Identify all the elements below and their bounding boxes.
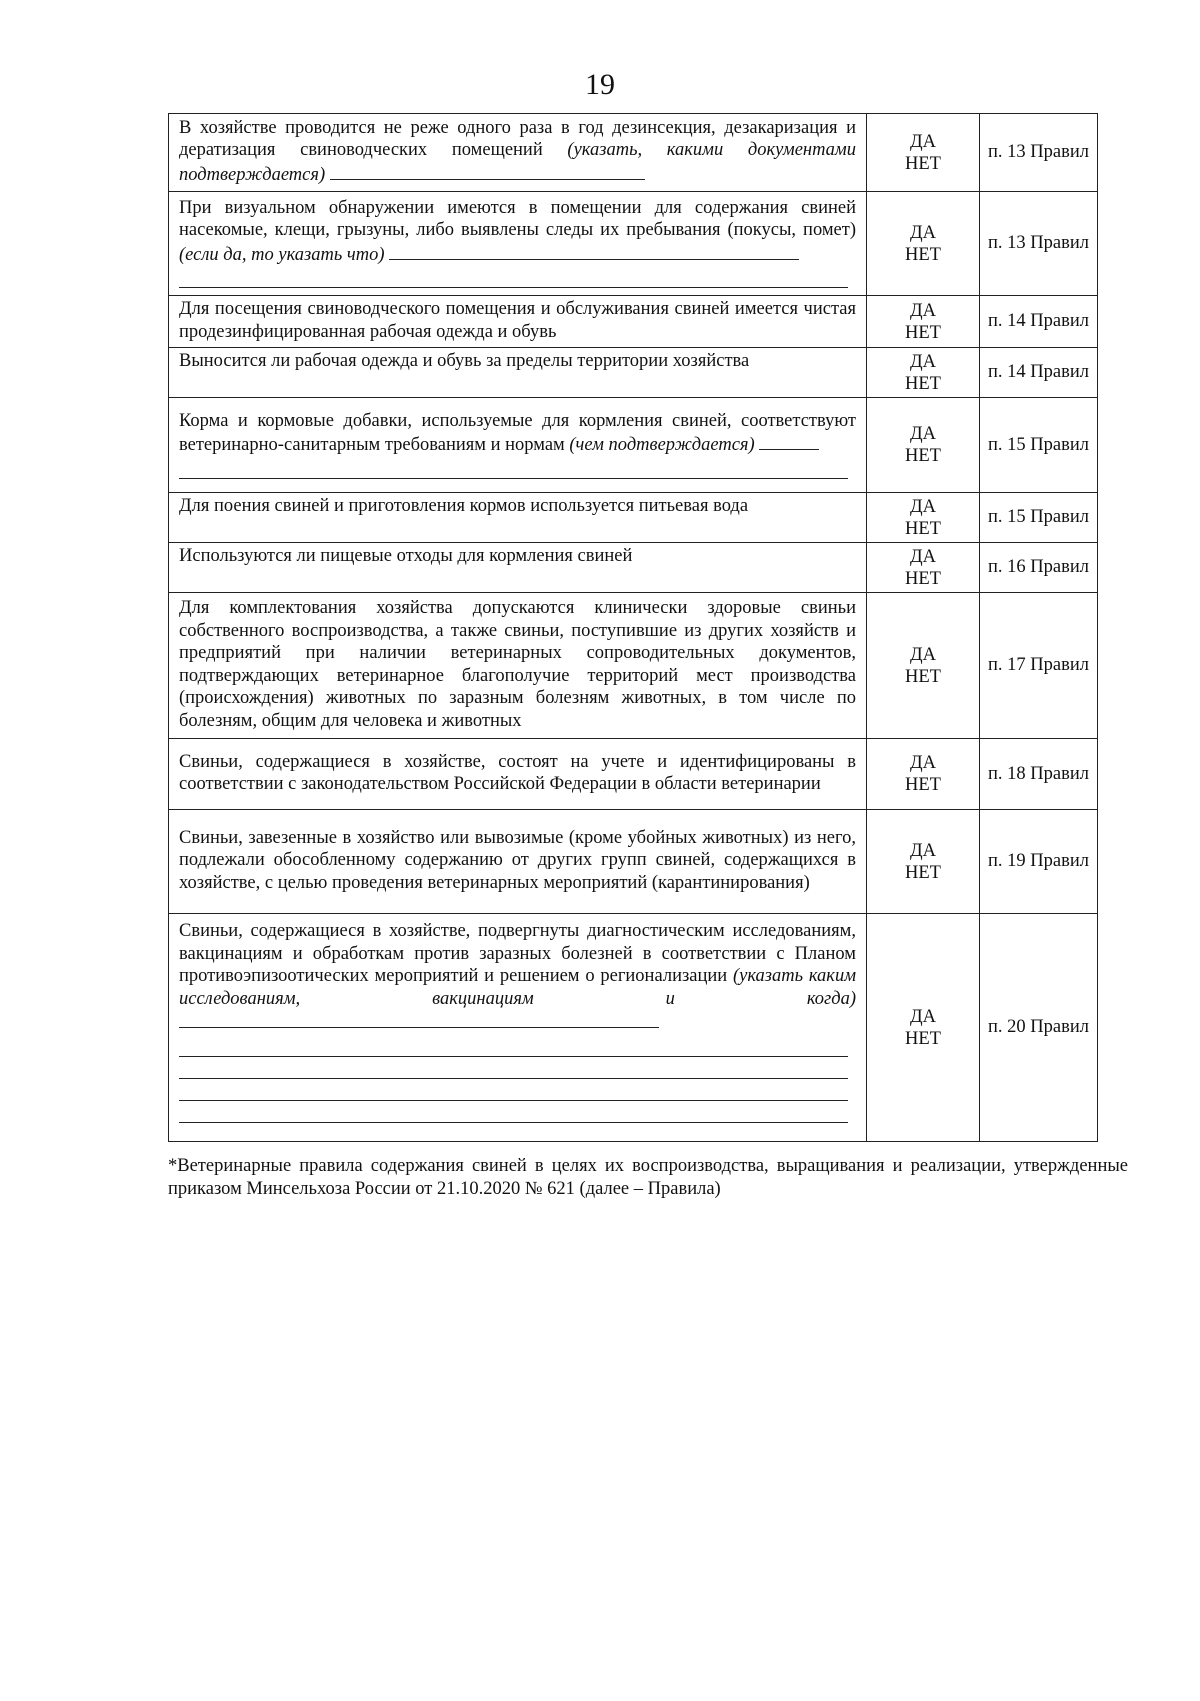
rule-reference: п. 13 Правил — [980, 192, 1098, 296]
table-row — [169, 914, 1098, 1142]
answer-cell[interactable] — [867, 114, 980, 192]
answer-no[interactable]: НЕТ — [905, 1028, 941, 1049]
question-cell — [169, 493, 867, 543]
answer-no[interactable]: НЕТ — [905, 446, 941, 466]
answer-no[interactable]: НЕТ — [905, 862, 941, 883]
answer-cell[interactable] — [867, 739, 980, 810]
footnote: *Ветеринарные правила содержания свиней в целях их воспроизводства, выращивания и реализации, утвержденные приказом Минсельхоза России от 21.10.2020 № 621 (далее – Правила) — [168, 1156, 1128, 1199]
table-row — [169, 810, 1098, 914]
answer-cell[interactable] — [867, 914, 980, 1142]
rule-reference: п. 20 Правил — [980, 914, 1098, 1142]
rule-reference: п. 15 Правил — [980, 493, 1098, 543]
answer-yes[interactable]: ДА — [910, 351, 936, 372]
rule-reference: п. 13 Правил — [980, 114, 1098, 192]
page-number: 19 — [585, 68, 615, 101]
answer-no[interactable]: НЕТ — [905, 775, 941, 795]
answer-cell[interactable] — [867, 543, 980, 593]
answer-yes[interactable]: ДА — [910, 496, 936, 517]
answer-cell[interactable] — [867, 348, 980, 398]
question-text: Свиньи, завезенные в хозяйство или вывозимые (кроме убойных животных) из него, подлежали обособленному содержанию от других групп свиней, содержащихся в хозяйстве, с целью проведения ветеринарных мероприятий (карантинирования) — [179, 827, 856, 893]
question-cell — [169, 914, 867, 1142]
table-row — [169, 593, 1098, 739]
question-text: Свиньи, содержащиеся в хозяйстве, подвергнуты диагностическим исследованиям, вакцинациям и обработкам против заразных болезней в соответствии с Планом противоэпизоотических мероприятий и решением о регионализации — [179, 921, 856, 986]
question-text: Для поения свиней и приготовления кормов используется питьевая вода — [179, 496, 749, 516]
question-text: Используются ли пищевые отходы для кормления свиней — [179, 546, 633, 566]
rule-reference: п. 16 Правил — [980, 543, 1098, 593]
answer-no[interactable]: НЕТ — [905, 373, 941, 394]
answer-fill-line[interactable] — [179, 1101, 848, 1123]
answer-yes[interactable]: ДА — [910, 1006, 936, 1027]
question-cell — [169, 739, 867, 810]
question-text: Для комплектования хозяйства допускаются клинически здоровые свиньи собственного воспроизводства, а также свиньи, поступившие из других хозяйств и предприятий при наличии ветеринарных сопроводительных документов, подтверждающих ветеринарное благополучие территорий мест производства (происхождения) животных по заразным болезням животных, в том числе по болезням, общим для человека и животных — [179, 598, 856, 731]
answer-no[interactable]: НЕТ — [905, 244, 941, 265]
answer-fill-line[interactable] — [389, 242, 799, 260]
question-hint: (указать каким исследованиям, вакцинациям и когда) — [179, 966, 856, 1009]
answer-no[interactable]: НЕТ — [905, 153, 941, 174]
checklist-table — [168, 113, 1098, 1142]
table-row — [169, 543, 1098, 593]
answer-yes[interactable]: ДА — [910, 753, 936, 773]
answer-yes[interactable]: ДА — [910, 546, 936, 567]
question-text: Свиньи, содержащиеся в хозяйстве, состоят на учете и идентифицированы в соответствии с законодательством Российской Федерации в области ветеринарии — [179, 751, 856, 794]
rule-reference: п. 14 Правил — [980, 296, 1098, 348]
answer-fill-line[interactable] — [179, 1035, 848, 1057]
answer-fill-line[interactable] — [179, 1010, 659, 1028]
answer-no[interactable]: НЕТ — [905, 666, 941, 687]
table-row — [169, 493, 1098, 543]
rule-reference: п. 15 Правил — [980, 398, 1098, 493]
table-row — [169, 348, 1098, 398]
question-hint: (чем подтверждается) — [569, 435, 755, 455]
answer-fill-line[interactable] — [330, 162, 645, 180]
table-row — [169, 192, 1098, 296]
question-cell — [169, 348, 867, 398]
answer-cell[interactable] — [867, 593, 980, 739]
answer-fill-line[interactable] — [179, 457, 848, 479]
question-text: Выносится ли рабочая одежда и обувь за пределы территории хозяйства — [179, 351, 750, 371]
question-hint: (если да, то указать что) — [179, 244, 385, 265]
rule-reference: п. 19 Правил — [980, 810, 1098, 914]
answer-cell[interactable] — [867, 296, 980, 348]
answer-no[interactable]: НЕТ — [905, 322, 941, 343]
question-text: Корма и кормовые добавки, используемые для кормления свиней, соответствуют ветеринарно-санитарным требованиям и нормам — [179, 410, 856, 455]
answer-fill-line[interactable] — [179, 266, 848, 288]
answer-cell[interactable] — [867, 493, 980, 543]
rule-reference: п. 14 Правил — [980, 348, 1098, 398]
answer-fill-line[interactable] — [759, 432, 819, 450]
answer-cell[interactable] — [867, 192, 980, 296]
question-cell — [169, 810, 867, 914]
answer-fill-line[interactable] — [179, 1079, 848, 1101]
question-cell — [169, 114, 867, 192]
answer-cell[interactable] — [867, 810, 980, 914]
question-cell — [169, 296, 867, 348]
answer-yes[interactable]: ДА — [910, 222, 936, 243]
answer-yes[interactable]: ДА — [910, 644, 936, 665]
answer-yes[interactable]: ДА — [910, 131, 936, 152]
answer-fill-line[interactable] — [179, 1057, 848, 1079]
question-cell — [169, 593, 867, 739]
question-cell — [169, 543, 867, 593]
table-row — [169, 398, 1098, 493]
table-row — [169, 296, 1098, 348]
answer-yes[interactable]: ДА — [910, 424, 936, 444]
question-text: При визуальном обнаружении имеются в помещении для содержания свиней насекомые, клещи, грызуны, либо выявлены следы их пребывания (покусы, помет) — [179, 197, 856, 241]
question-text: В хозяйстве проводится не реже одного раза в год дезинсекция, дезакаризация и дератизация свиноводческих помещений — [179, 117, 856, 161]
answer-no[interactable]: НЕТ — [905, 518, 941, 539]
table-row — [169, 114, 1098, 192]
rule-reference: п. 17 Правил — [980, 593, 1098, 739]
answer-yes[interactable]: ДА — [910, 300, 936, 321]
table-row — [169, 739, 1098, 810]
question-hint: (указать, какими документами подтверждается) — [179, 140, 856, 185]
question-cell — [169, 192, 867, 296]
rule-reference: п. 18 Правил — [980, 739, 1098, 810]
answer-cell[interactable] — [867, 398, 980, 493]
question-cell — [169, 398, 867, 493]
answer-yes[interactable]: ДА — [910, 840, 936, 861]
question-text: Для посещения свиноводческого помещения и обслуживания свиней имеется чистая продезинфицированная рабочая одежда и обувь — [179, 299, 856, 342]
answer-no[interactable]: НЕТ — [905, 568, 941, 589]
